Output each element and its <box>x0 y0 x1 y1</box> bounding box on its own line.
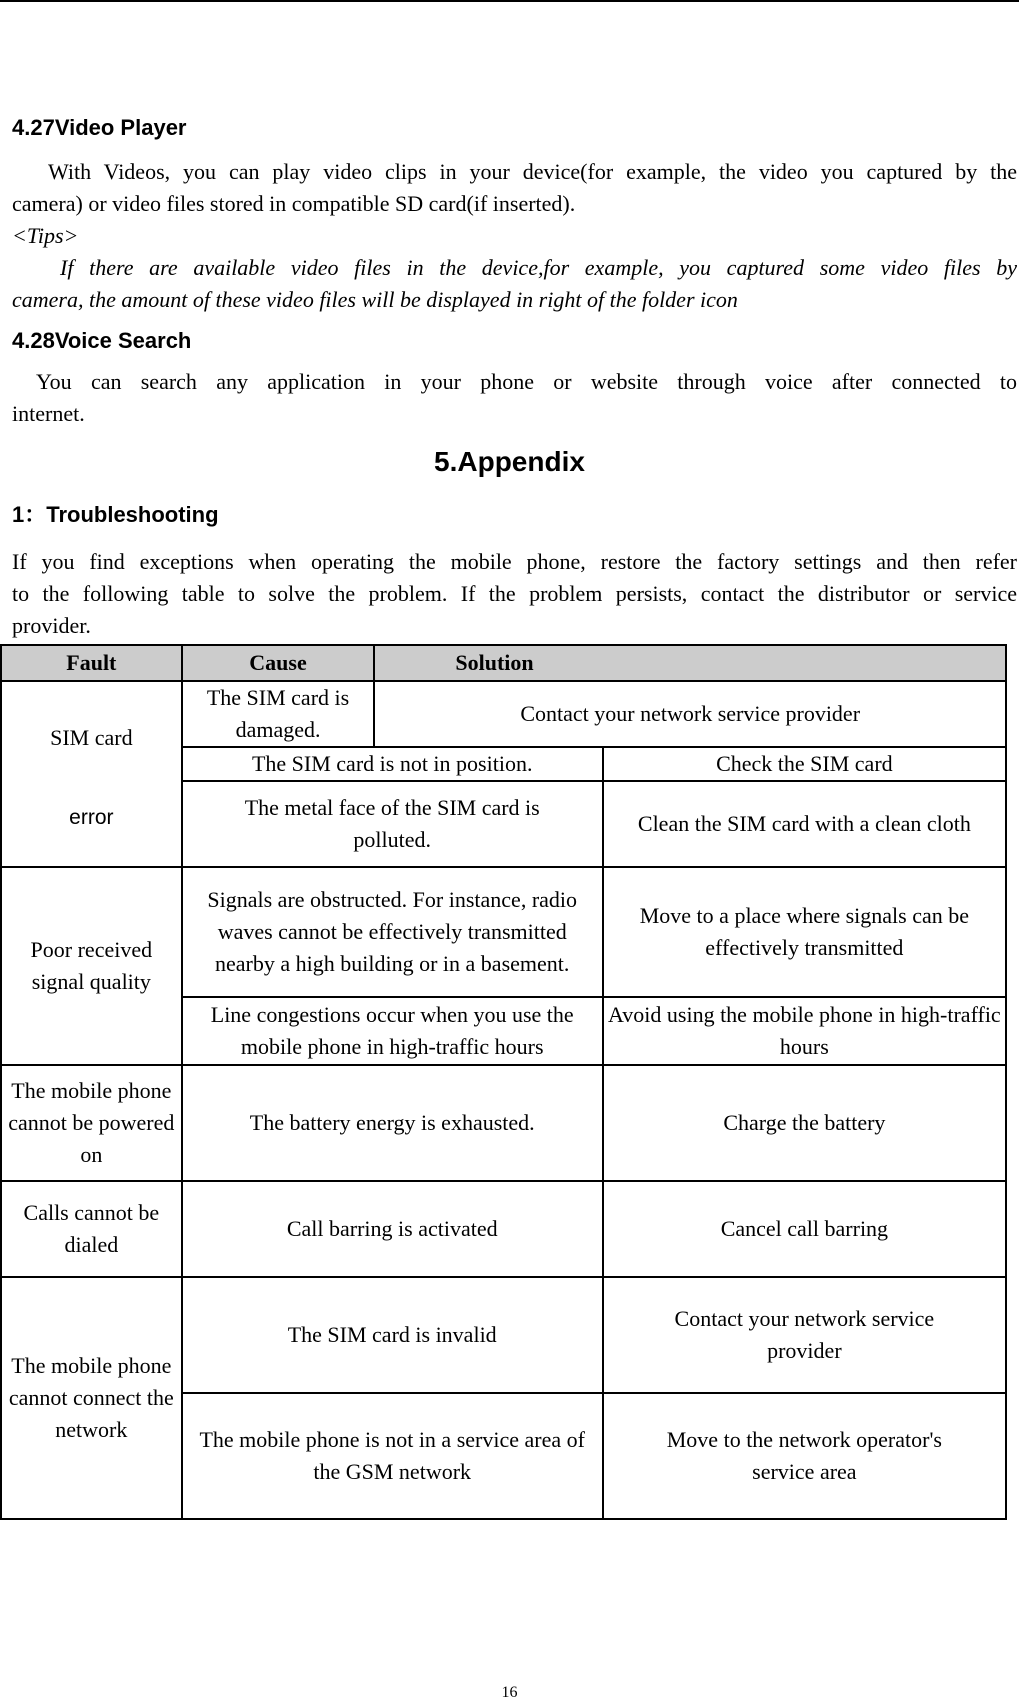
cause-cell: The mobile phone is not in a service area of the GSM network <box>182 1393 603 1519</box>
table-row <box>1 1065 1006 1181</box>
table-header-row <box>1 645 1006 681</box>
page-number: 16 <box>501 1684 518 1701</box>
table-row <box>1 1181 1006 1277</box>
voice-search-line-1: You can search any application in your phone or website through voice after connected to <box>36 369 1017 394</box>
cause-cell: Signals are obstructed. For instance, radio waves cannot be effectively transmitted nearby a high building or in a basement. <box>182 867 603 997</box>
troubleshooting-heading: 1：Troubleshooting <box>12 502 219 527</box>
table-row <box>1 1277 1006 1393</box>
appendix-title: 5.Appendix <box>434 446 585 477</box>
cause-cell: The SIM card is damaged. <box>182 681 375 747</box>
fault-cannot-connect-network: The mobile phone cannot connect the network <box>1 1277 182 1519</box>
solution-cell: Move to the network operator's service area <box>603 1393 1006 1519</box>
video-player-line-1: With Videos, you can play video clips in your device(for example, the video you captured by the <box>48 159 1017 184</box>
video-player-line-2: camera) or video files stored in compatible SD card(if inserted). <box>12 191 576 216</box>
cause-cell: The battery energy is exhausted. <box>182 1065 603 1181</box>
voice-search-description <box>12 366 1017 430</box>
table-row <box>1 681 1006 747</box>
cause-cell: The SIM card is not in position. <box>182 747 603 781</box>
header-rule <box>0 0 1019 2</box>
fault-sim-line-1: SIM card <box>50 725 133 750</box>
solution-cell: Check the SIM card <box>603 747 1006 781</box>
cause-cell: Line congestions occur when you use the mobile phone in high-traffic hours <box>182 997 603 1065</box>
solution-cell: Contact your network service provider <box>374 681 1006 747</box>
heading-video-player: 4.27Video Player <box>12 115 187 140</box>
tips-label: <Tips> <box>12 223 79 248</box>
fault-cannot-power-on: The mobile phone cannot be powered on <box>1 1065 182 1181</box>
solution-cell: Charge the battery <box>603 1065 1006 1181</box>
tips-line-2: camera, the amount of these video files will be displayed in right of the folder icon <box>12 287 738 312</box>
solution-cell: Contact your network service provider <box>603 1277 1006 1393</box>
troubleshooting-table <box>0 644 1007 1520</box>
video-player-description <box>12 156 1017 316</box>
troubleshooting-intro <box>12 546 1017 642</box>
solution-cell: Move to a place where signals can be effectively transmitted <box>603 867 1006 997</box>
fault-sim-card <box>1 681 182 867</box>
table-row <box>1 867 1006 997</box>
solution-cell: Clean the SIM card with a clean cloth <box>603 781 1006 867</box>
intro-line-1: If you find exceptions when operating the mobile phone, restore the factory settings and then refer <box>12 549 1017 574</box>
cause-cell: Call barring is activated <box>182 1181 603 1277</box>
cause-cell: The SIM card is invalid <box>182 1277 603 1393</box>
tips-line-1: If there are available video files in the device,for example, you captured some video files by <box>60 255 1017 280</box>
cause-cell: The metal face of the SIM card is polluted. <box>182 781 603 867</box>
fault-signal-quality: Poor received signal quality <box>1 867 182 1065</box>
header-solution: Solution <box>374 645 1006 681</box>
fault-calls-cannot-be-dialed: Calls cannot be dialed <box>1 1181 182 1277</box>
intro-line-3: provider. <box>12 613 91 638</box>
solution-cell: Cancel call barring <box>603 1181 1006 1277</box>
solution-cell: Avoid using the mobile phone in high-traffic hours <box>603 997 1006 1065</box>
intro-line-2: to the following table to solve the problem. If the problem persists, contact the distributor or service <box>12 581 1017 606</box>
header-cause: Cause <box>182 645 375 681</box>
fault-sim-line-2: error <box>69 806 114 829</box>
header-fault: Fault <box>1 645 182 681</box>
voice-search-line-2: internet. <box>12 401 85 426</box>
heading-voice-search: 4.28Voice Search <box>12 328 192 353</box>
